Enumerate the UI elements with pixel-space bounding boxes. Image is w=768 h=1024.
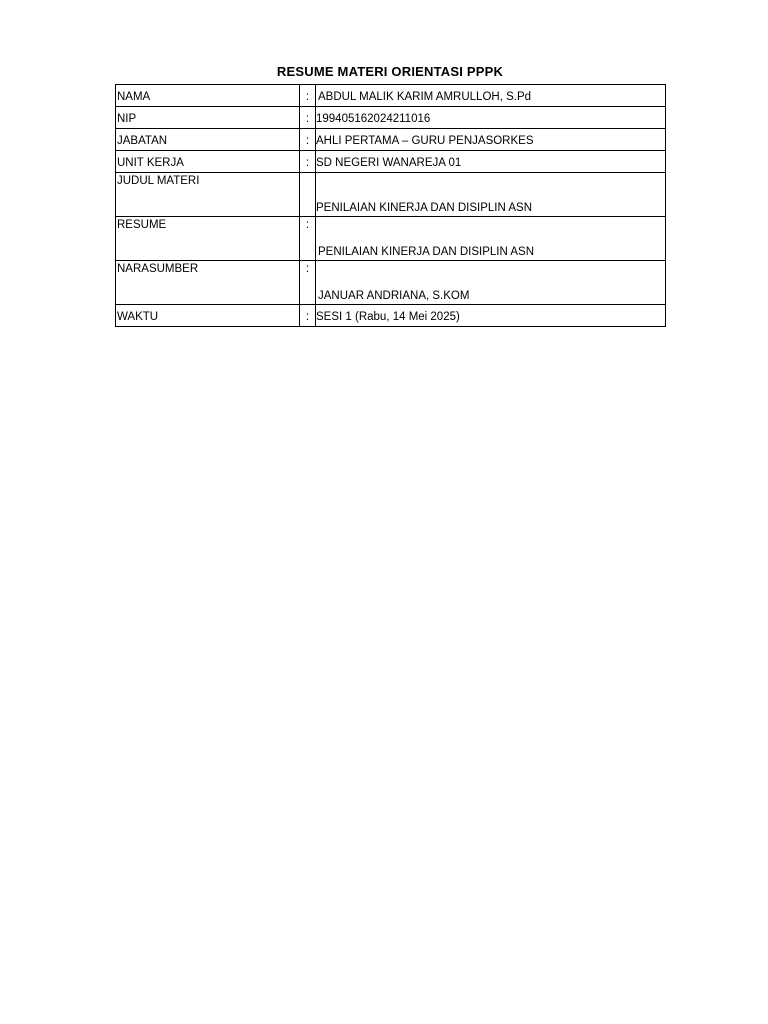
row-value: PENILAIAN KINERJA DAN DISIPLIN ASN [316, 173, 666, 217]
row-value: SESI 1 (Rabu, 14 Mei 2025) [316, 305, 666, 327]
row-label: JABATAN [116, 129, 300, 151]
row-colon: : [300, 151, 316, 173]
row-colon: : [300, 305, 316, 327]
row-colon: : [300, 85, 316, 107]
row-value: 199405162024211016 [316, 107, 666, 129]
row-label: UNIT KERJA [116, 151, 300, 173]
document-title: RESUME MATERI ORIENTASI PPPK [276, 64, 504, 79]
table-row-jabatan [116, 129, 666, 151]
row-label: WAKTU [116, 305, 300, 327]
row-colon: : [300, 261, 316, 305]
row-value [316, 85, 666, 107]
table-row-judul-materi [116, 173, 666, 217]
row-label: JUDUL MATERI [116, 173, 300, 217]
row-value-text: ABDUL MALIK KARIM AMRULLOH, S.Pd [318, 91, 532, 103]
row-label: NARASUMBER [116, 261, 300, 305]
row-value-text: JANUAR ANDRIANA, S.KOM [318, 290, 470, 302]
row-value: AHLI PERTAMA – GURU PENJASORKES [316, 129, 666, 151]
table-row-narasumber [116, 261, 666, 305]
table-row-waktu [116, 305, 666, 327]
table-row-nip [116, 107, 666, 129]
table-row-unit-kerja [116, 151, 666, 173]
row-value: SD NEGERI WANAREJA 01 [316, 151, 666, 173]
row-label: NAMA [116, 85, 300, 107]
row-colon [300, 173, 316, 217]
row-value [316, 217, 666, 261]
row-label: RESUME [116, 217, 300, 261]
table-row-resume [116, 217, 666, 261]
row-label: NIP [116, 107, 300, 129]
resume-table [115, 84, 666, 327]
row-value-text: PENILAIAN KINERJA DAN DISIPLIN ASN [318, 246, 535, 258]
row-colon: : [300, 129, 316, 151]
row-colon: : [300, 107, 316, 129]
row-value [316, 261, 666, 305]
table-row-nama [116, 85, 666, 107]
row-colon: : [300, 217, 316, 261]
